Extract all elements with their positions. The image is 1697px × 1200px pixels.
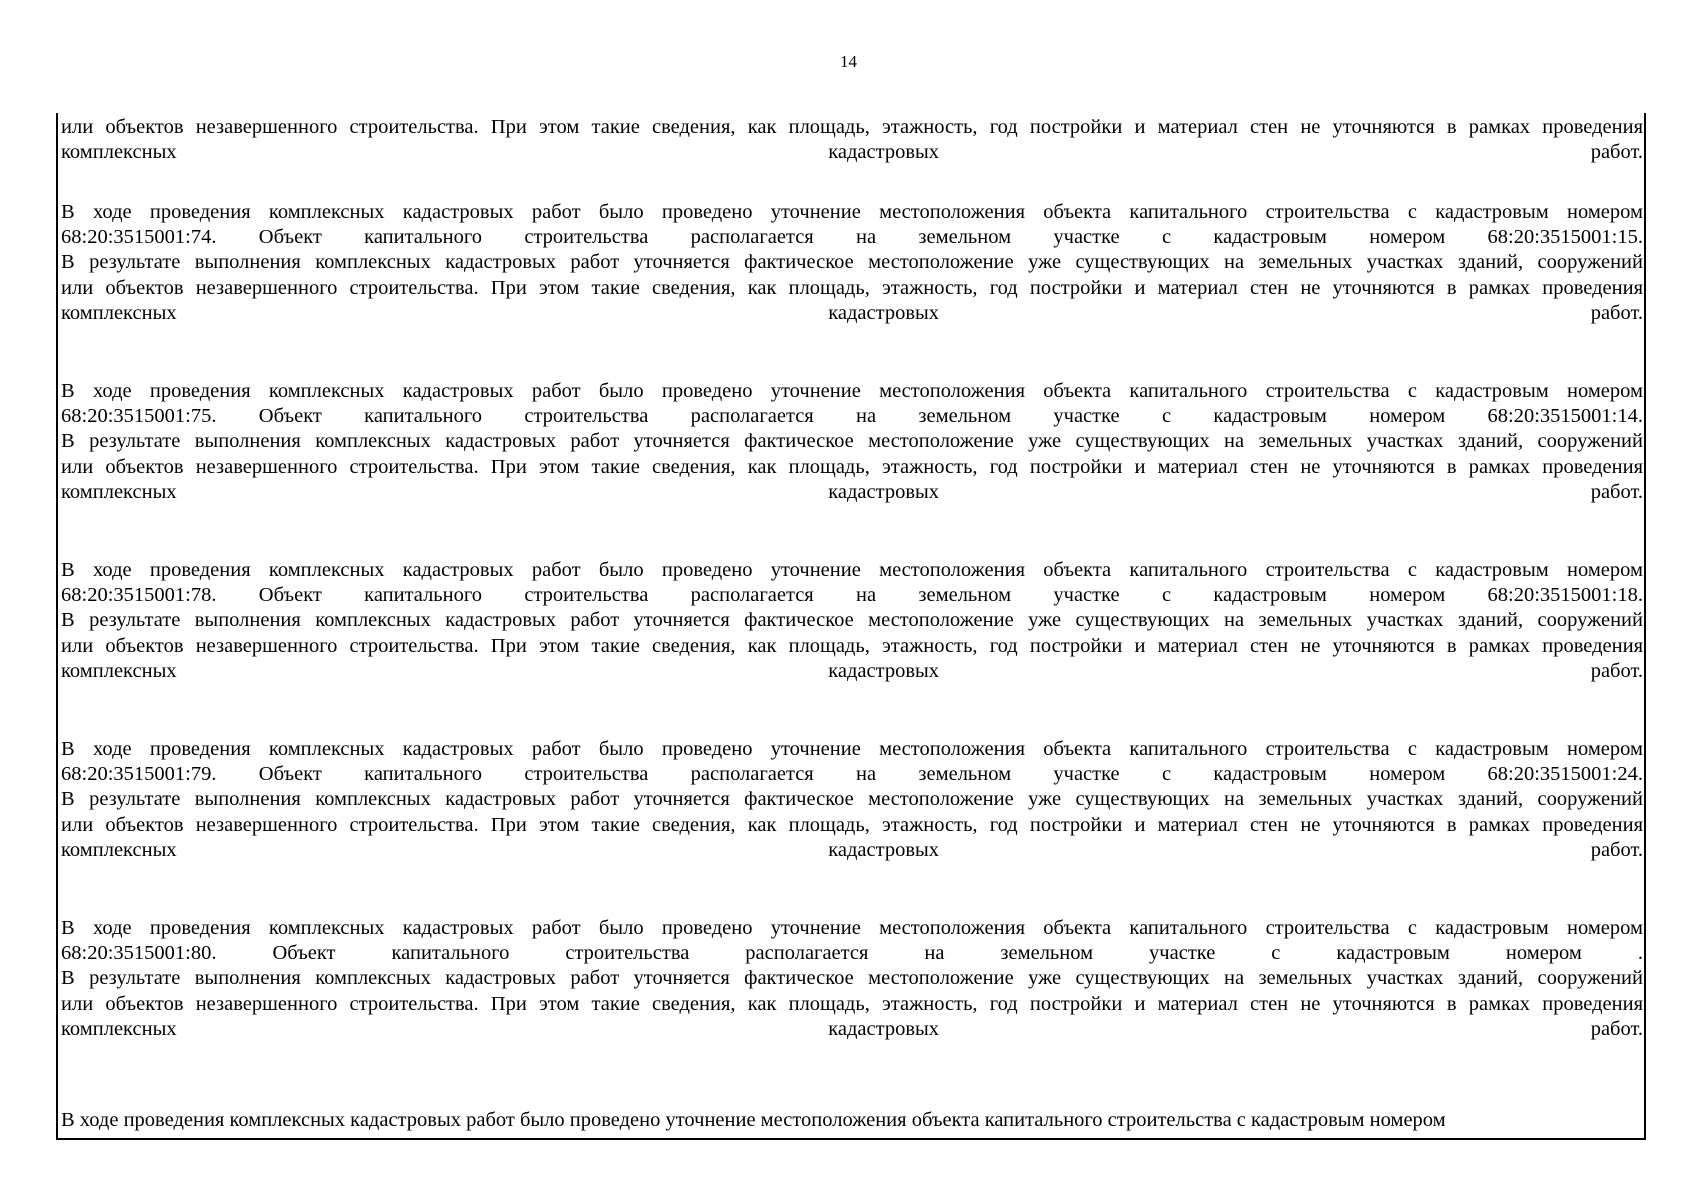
text-line: 68:20:3515001:75. Объект капитального строительства располагается на земельном участке с кадастровым номером 68:20:3515001:14. xyxy=(61,405,1643,428)
paragraph xyxy=(61,379,1643,505)
text-line: В результате выполнения комплексных кадастровых работ уточняется фактическое местоположение уже существующих на земельных участках зданий, сооружений xyxy=(61,788,1643,811)
text-line: или объектов незавершенного строительства. При этом такие сведения, как площадь, этажность, год постройки и материал стен не уточняются в рамках проведения xyxy=(61,813,1643,836)
text-line: или объектов незавершенного строительства. При этом такие сведения, как площадь, этажность, год постройки и материал стен не уточняются в рамках проведения xyxy=(61,634,1643,657)
paragraph xyxy=(61,200,1643,326)
text-line: В ходе проведения комплексных кадастровых работ было проведено уточнение местоположения объекта капитального строительства с кадастровым номером xyxy=(61,380,1643,402)
text-line: В ходе проведения комплексных кадастровых работ было проведено уточнение местоположения объекта капитального строительства с кадастровым номером xyxy=(61,1109,1446,1131)
text-line: комплексных кадастровых работ. xyxy=(61,1017,1643,1040)
paragraph xyxy=(61,558,1643,684)
text-line: В результате выполнения комплексных кадастровых работ уточняется фактическое местоположение уже существующих на земельных участках зданий, сооружений xyxy=(61,967,1643,990)
text-line: комплексных кадастровых работ. xyxy=(61,480,1643,503)
text-line: 68:20:3515001:79. Объект капитального строительства располагается на земельном участке с кадастровым номером 68:20:3515001:24. xyxy=(61,763,1643,786)
bottom-fragment xyxy=(61,1108,1643,1133)
text-line: или объектов незавершенного строительства. При этом такие сведения, как площадь, этажность, год постройки и материал стен не уточняются в рамках проведения xyxy=(61,116,1643,138)
text-line: 68:20:3515001:74. Объект капитального строительства располагается на земельном участке с кадастровым номером 68:20:3515001:15. xyxy=(61,226,1643,249)
page-number: 14 xyxy=(840,52,857,71)
text-line: В результате выполнения комплексных кадастровых работ уточняется фактическое местоположение уже существующих на земельных участках зданий, сооружений xyxy=(61,430,1643,453)
text-line: или объектов незавершенного строительства. При этом такие сведения, как площадь, этажность, год постройки и материал стен не уточняются в рамках проведения xyxy=(61,992,1643,1015)
text-line: 68:20:3515001:80. Объект капитального строительства располагается на земельном участке с кадастровым номером . xyxy=(61,942,1643,965)
paragraph xyxy=(61,737,1643,863)
text-frame xyxy=(56,113,1646,1140)
text-line: 68:20:3515001:78. Объект капитального строительства располагается на земельном участке с кадастровым номером 68:20:3515001:18. xyxy=(61,584,1643,607)
top-fragment xyxy=(61,115,1643,165)
text-line: В ходе проведения комплексных кадастровых работ было проведено уточнение местоположения объекта капитального строительства с кадастровым номером xyxy=(61,559,1643,581)
text-line: В результате выполнения комплексных кадастровых работ уточняется фактическое местоположение уже существующих на земельных участках зданий, сооружений xyxy=(61,609,1643,632)
paragraph xyxy=(61,916,1643,1042)
text-line: или объектов незавершенного строительства. При этом такие сведения, как площадь, этажность, год постройки и материал стен не уточняются в рамках проведения xyxy=(61,455,1643,478)
text-line: В ходе проведения комплексных кадастровых работ было проведено уточнение местоположения объекта капитального строительства с кадастровым номером xyxy=(61,738,1643,760)
text-line: или объектов незавершенного строительства. При этом такие сведения, как площадь, этажность, год постройки и материал стен не уточняются в рамках проведения xyxy=(61,276,1643,299)
text-line: В ходе проведения комплексных кадастровых работ было проведено уточнение местоположения объекта капитального строительства с кадастровым номером xyxy=(61,201,1643,223)
text-line: комплексных кадастровых работ. xyxy=(61,301,1643,324)
text-line: комплексных кадастровых работ. xyxy=(61,838,1643,861)
text-line: В результате выполнения комплексных кадастровых работ уточняется фактическое местоположение уже существующих на земельных участках зданий, сооружений xyxy=(61,251,1643,274)
text-line: комплексных кадастровых работ. xyxy=(61,659,1643,682)
text-line: комплексных кадастровых работ. xyxy=(61,141,1643,164)
text-line: В ходе проведения комплексных кадастровых работ было проведено уточнение местоположения объекта капитального строительства с кадастровым номером xyxy=(61,917,1643,939)
